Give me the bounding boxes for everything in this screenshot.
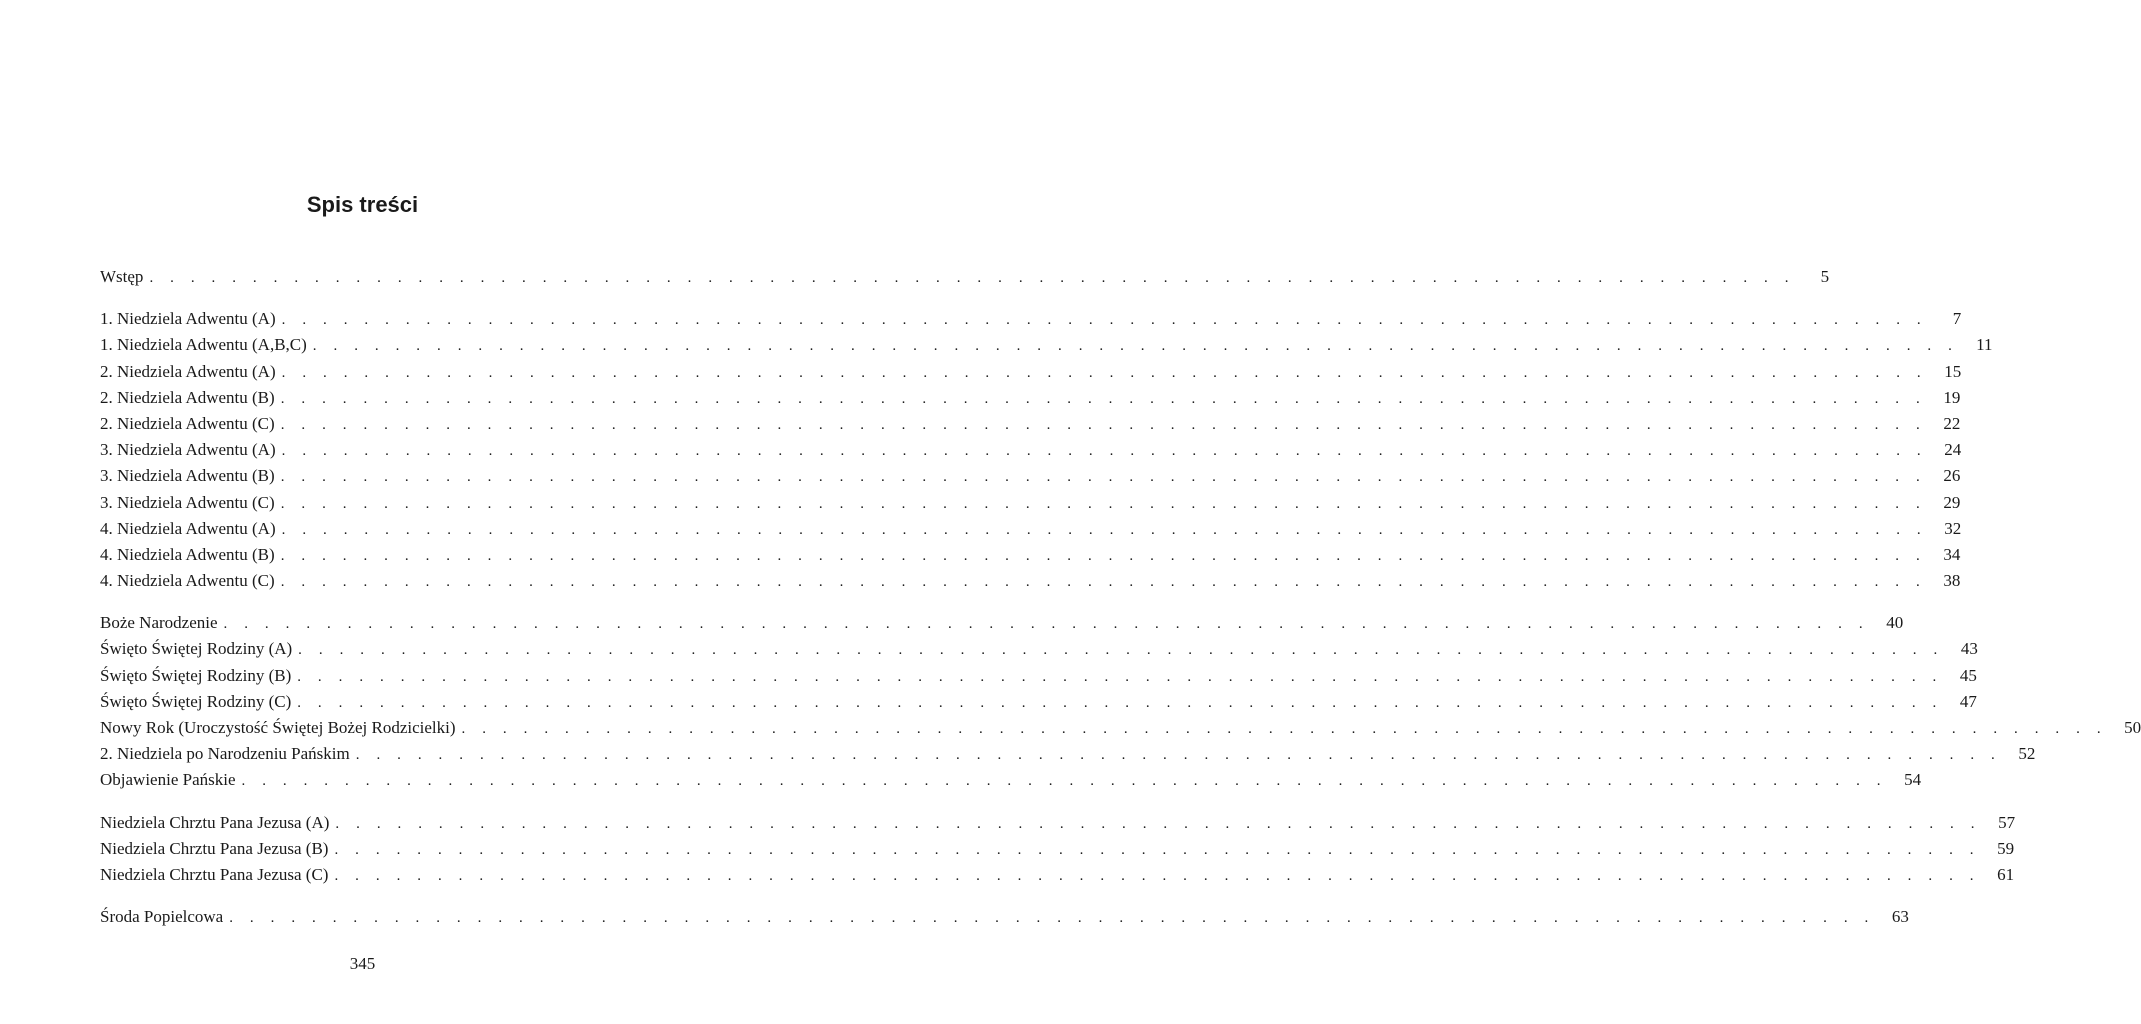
toc-entry-page: 34 bbox=[1943, 544, 1961, 564]
toc-entry-page: 5 bbox=[1820, 267, 1830, 286]
toc-entry-title: Niedziela Chrztu Pana Jezusa (B) bbox=[100, 838, 329, 858]
toc-entry-page: 63 bbox=[1891, 907, 1909, 927]
toc-entry bbox=[100, 610, 1904, 636]
toc-entry-title: 4. Niedziela Adwentu (B) bbox=[100, 544, 275, 564]
toc-entry bbox=[100, 715, 2141, 741]
toc-group bbox=[100, 264, 1830, 290]
toc-entry-page: 24 bbox=[1944, 440, 1962, 460]
dot-leader: . . . . . . . . . . . . . . . . . . . . . . . . . . . . . . . . . . . . . . . . . . . . . . . . . . . . . . . . . . . . . . . . . . . . . . . . . . . . . . . . bbox=[355, 747, 2002, 764]
toc-entry-title: 1. Niedziela Adwentu (A) bbox=[100, 309, 276, 329]
toc-entry bbox=[100, 810, 2016, 836]
toc-entry-title: 3. Niedziela Adwentu (C) bbox=[100, 492, 275, 512]
toc-entry-page: 52 bbox=[2018, 744, 2036, 764]
table-of-contents bbox=[100, 264, 2141, 946]
dot-leader: . . . . . . . . . . . . . . . . . . . . . . . . . . . . . . . . . . . . . . . . . . . . . . . . . . . . . . . . . . . . . . . . . . . . . . . . . . . . . . . . bbox=[298, 642, 1944, 659]
toc-entry-page: 29 bbox=[1943, 492, 1961, 512]
toc-entry-title: Niedziela Chrztu Pana Jezusa (A) bbox=[100, 812, 330, 832]
toc-entry-page: 19 bbox=[1943, 387, 1961, 407]
toc-group bbox=[100, 904, 1909, 930]
toc-entry bbox=[100, 516, 1962, 542]
toc-entry-page: 50 bbox=[2124, 718, 2141, 737]
toc-entry-title: Nowy Rok (Uroczystość Świętej Bożej Rodzicielki) bbox=[100, 718, 456, 737]
toc-entry bbox=[100, 663, 1977, 689]
toc-entry bbox=[100, 904, 1909, 930]
dot-leader: . . . . . . . . . . . . . . . . . . . . . . . . . . . . . . . . . . . . . . . . . . . . . . . . . . . . . . . . . . . . . . . . . . . . . . . . . . . . . . . . bbox=[281, 312, 1928, 329]
dot-leader: . . . . . . . . . . . . . . . . . . . . . . . . . . . . . . . . . . . . . . . . . . . . . . . . . . . . . . . . . . . . . . . . . . . . . . . . . . . . . . . . bbox=[281, 521, 1928, 538]
toc-entry bbox=[100, 264, 1830, 290]
toc-entry bbox=[100, 741, 2036, 767]
toc-entry bbox=[100, 568, 1961, 594]
dot-leader: . . . . . . . . . . . . . . . . . . . . . . . . . . . . . . . . . . . . . . . . . . . . . . . . . . . . . . . . . . . . . . . . . . . . . . . . . . . . . . . . bbox=[280, 574, 1927, 591]
toc-entry-page: 32 bbox=[1944, 518, 1962, 538]
toc-entry bbox=[100, 836, 2015, 862]
toc-entry bbox=[100, 332, 1993, 358]
toc-entry bbox=[100, 490, 1961, 516]
toc-entry bbox=[100, 359, 1962, 385]
dot-leader: . . . . . . . . . . . . . . . . . . . . . . . . . . . . . . . . . . . . . . . . . . . . . . . . . . . . . . . . . . . . . . . . . . . . . . . . . . . . . . . . bbox=[461, 721, 2108, 737]
toc-entry-page: 7 bbox=[1952, 309, 1962, 329]
toc-entry bbox=[100, 862, 2015, 888]
toc-group bbox=[100, 306, 1993, 594]
dot-leader: . . . . . . . . . . . . . . . . . . . . . . . . . . . . . . . . . . . . . . . . . . . . . . . . . . . . . . . . . . . . . . . . . . . . . . . . . . . . . . . . bbox=[312, 338, 1959, 355]
toc-entry-title: Środa Popielcowa bbox=[100, 907, 224, 927]
toc-entry-title: 4. Niedziela Adwentu (A) bbox=[100, 518, 276, 538]
toc-entry bbox=[100, 385, 1961, 411]
toc-entry-page: 15 bbox=[1944, 361, 1962, 381]
toc-entry-page: 26 bbox=[1943, 466, 1961, 486]
toc-entry-title: 3. Niedziela Adwentu (B) bbox=[100, 466, 275, 486]
toc-entry bbox=[100, 463, 1961, 489]
toc-entry bbox=[100, 411, 1961, 437]
dot-leader: . . . . . . . . . . . . . . . . . . . . . . . . . . . . . . . . . . . . . . . . . . . . . . . . . . . . . . . . . . . . . . . . . . . . . . . . . . . . . . . . bbox=[280, 390, 1927, 407]
toc-entry-page: 47 bbox=[1959, 691, 1977, 711]
toc-entry-title: Objawienie Pańskie bbox=[100, 770, 236, 790]
toc-entry-title: Święto Świętej Rodziny (A) bbox=[100, 639, 293, 659]
toc-entry-page: 43 bbox=[1960, 639, 1978, 659]
toc-entry bbox=[100, 542, 1961, 568]
toc-entry-title: 1. Niedziela Adwentu (A,B,C) bbox=[100, 335, 307, 355]
toc-entry-title: Święto Świętej Rodziny (B) bbox=[100, 665, 292, 685]
toc-entry-title: 2. Niedziela Adwentu (B) bbox=[100, 387, 275, 407]
toc-entry bbox=[100, 767, 1922, 793]
toc-entry-title: Niedziela Chrztu Pana Jezusa (C) bbox=[100, 864, 329, 884]
toc-entry-title: 2. Niedziela Adwentu (C) bbox=[100, 413, 275, 433]
toc-entry-page: 59 bbox=[1997, 838, 2015, 858]
toc-entry-page: 57 bbox=[1998, 812, 2016, 832]
dot-leader: . . . . . . . . . . . . . . . . . . . . . . . . . . . . . . . . . . . . . . . . . . . . . . . . . . . . . . . . . . . . . . . . . . . . . . . . . . . . . . . . bbox=[281, 443, 1928, 460]
toc-entry-page: 61 bbox=[1997, 864, 2015, 884]
toc-entry-title: 3. Niedziela Adwentu (A) bbox=[100, 440, 276, 460]
toc-entry-title: Boże Narodzenie bbox=[100, 613, 218, 633]
toc-entry bbox=[100, 689, 1977, 715]
toc-entry bbox=[100, 636, 1978, 662]
toc-entry bbox=[100, 306, 1962, 332]
toc-entry-title: 2. Niedziela Adwentu (A) bbox=[100, 361, 276, 381]
dot-leader: . . . . . . . . . . . . . . . . . . . . . . . . . . . . . . . . . . . . . . . . . . . . . . . . . . . . . . . . . . . . . . . . . . . . . . . . . . . . . . . . bbox=[223, 616, 1870, 633]
toc-entry-page: 38 bbox=[1943, 571, 1961, 591]
dot-leader: . . . . . . . . . . . . . . . . . . . . . . . . . . . . . . . . . . . . . . . . . . . . . . . . . . . . . . . . . . . . . . . . . . . . . . . . . . . . . . . . bbox=[297, 668, 1943, 685]
toc-group bbox=[100, 810, 2016, 889]
toc-entry bbox=[100, 437, 1962, 463]
dot-leader: . . . . . . . . . . . . . . . . . . . . . . . . . . . . . . . . . . . . . . . . . . . . . . . . . . . . . . . . . . . . . . . . . . . . . . . . . . . . . . . . bbox=[334, 841, 1981, 858]
toc-entry-title: Wstęp bbox=[100, 267, 144, 286]
dot-leader: . . . . . . . . . . . . . . . . . . . . . . . . . . . . . . . . . . . . . . . . . . . . . . . . . . . . . . . . . . . . . . . . . . . . . . . . . . . . . . . . bbox=[335, 815, 1982, 832]
toc-entry-page: 22 bbox=[1943, 413, 1961, 433]
dot-leader: . . . . . . . . . . . . . . . . . . . . . . . . . . . . . . . . . . . . . . . . . . . . . . . . . . . . . . . . . . . . . . . . . . . . . . . . . . . . . . . . bbox=[280, 469, 1927, 486]
dot-leader: . . . . . . . . . . . . . . . . . . . . . . . . . . . . . . . . . . . . . . . . . . . . . . . . . . . . . . . . . . . . . . . . . . . . . . . . . . . . . . . . bbox=[281, 364, 1928, 381]
dot-leader: . . . . . . . . . . . . . . . . . . . . . . . . . . . . . . . . . . . . . . . . . . . . . . . . . . . . . . . . . . . . . . . . . . . . . . . . . . . . . . . . bbox=[297, 694, 1943, 711]
page-number: 345 bbox=[349, 954, 376, 973]
dot-leader: . . . . . . . . . . . . . . . . . . . . . . . . . . . . . . . . . . . . . . . . . . . . . . . . . . . . . . . . . . . . . . . . . . . . . . . . . . . . . . . . bbox=[241, 773, 1888, 790]
toc-entry-title: Święto Świętej Rodziny (C) bbox=[100, 691, 292, 711]
toc-entry-title: 4. Niedziela Adwentu (C) bbox=[100, 571, 275, 591]
dot-leader: . . . . . . . . . . . . . . . . . . . . . . . . . . . . . . . . . . . . . . . . . . . . . . . . . . . . . . . . . . . . . . . . . . . . . . . . . . . . . . . . bbox=[229, 910, 1875, 927]
dot-leader: . . . . . . . . . . . . . . . . . . . . . . . . . . . . . . . . . . . . . . . . . . . . . . . . . . . . . . . . . . . . . . . . . . . . . . . . . . . . . . . . bbox=[149, 270, 1796, 286]
toc-entry-page: 54 bbox=[1904, 770, 1922, 790]
dot-leader: . . . . . . . . . . . . . . . . . . . . . . . . . . . . . . . . . . . . . . . . . . . . . . . . . . . . . . . . . . . . . . . . . . . . . . . . . . . . . . . . bbox=[280, 547, 1927, 564]
dot-leader: . . . . . . . . . . . . . . . . . . . . . . . . . . . . . . . . . . . . . . . . . . . . . . . . . . . . . . . . . . . . . . . . . . . . . . . . . . . . . . . . bbox=[334, 867, 1981, 884]
dot-leader: . . . . . . . . . . . . . . . . . . . . . . . . . . . . . . . . . . . . . . . . . . . . . . . . . . . . . . . . . . . . . . . . . . . . . . . . . . . . . . . . bbox=[280, 495, 1927, 512]
toc-entry-title: 2. Niedziela po Narodzeniu Pańskim bbox=[100, 744, 350, 764]
page-title: Spis treści bbox=[306, 192, 419, 217]
toc-entry-page: 45 bbox=[1959, 665, 1977, 685]
dot-leader: . . . . . . . . . . . . . . . . . . . . . . . . . . . . . . . . . . . . . . . . . . . . . . . . . . . . . . . . . . . . . . . . . . . . . . . . . . . . . . . . bbox=[280, 416, 1927, 433]
toc-entry-page: 40 bbox=[1886, 613, 1904, 633]
toc-group bbox=[100, 610, 2141, 793]
toc-entry-page: 11 bbox=[1976, 335, 1993, 355]
